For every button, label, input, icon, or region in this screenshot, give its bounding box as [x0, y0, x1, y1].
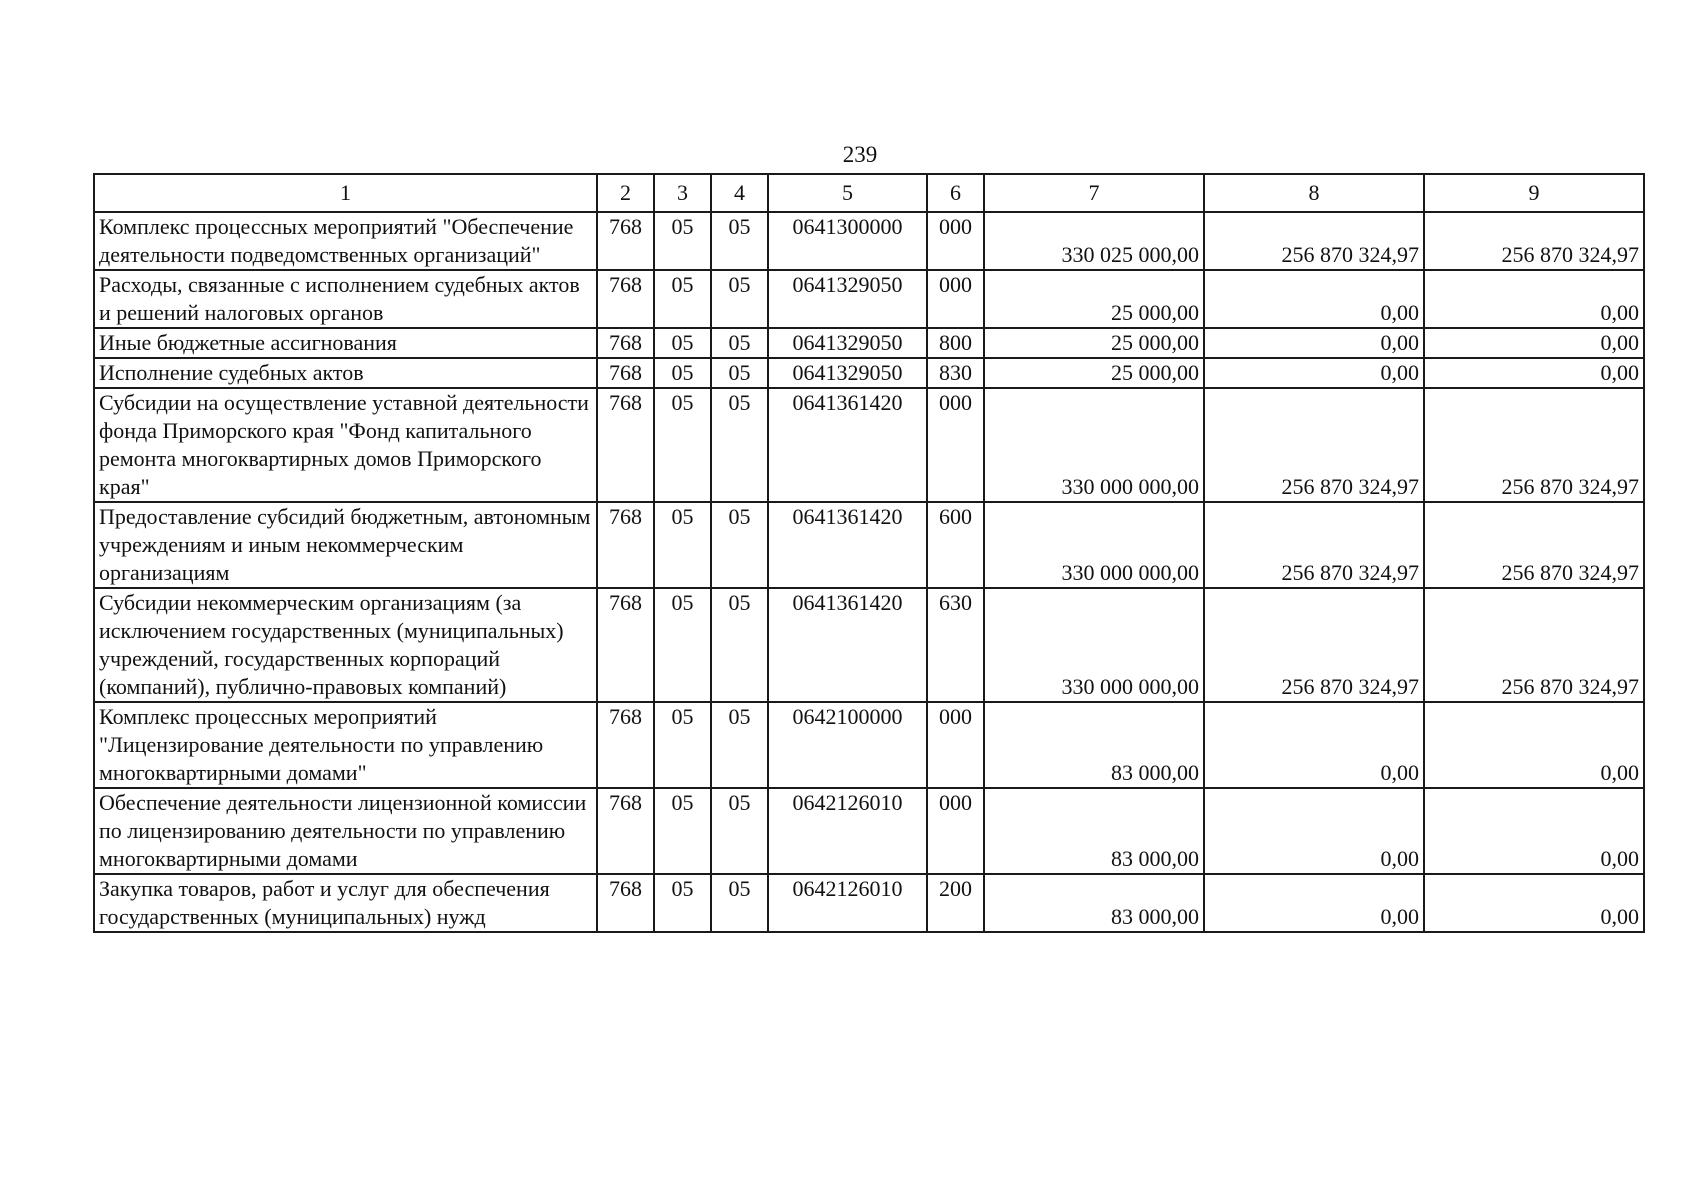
row-col-9: 0,00	[1424, 358, 1644, 388]
row-col-4: 05	[711, 874, 768, 932]
column-header-9: 9	[1424, 174, 1644, 212]
row-col-8: 256 870 324,97	[1204, 388, 1424, 502]
row-description: Расходы, связанные с исполнением судебных актов и решений налоговых органов	[94, 270, 597, 328]
table-row	[94, 702, 1644, 788]
row-description: Закупка товаров, работ и услуг для обеспечения государственных (муниципальных) нужд	[94, 874, 597, 932]
row-col-5: 0642100000	[768, 702, 927, 788]
row-col-4: 05	[711, 212, 768, 270]
row-col-3: 05	[654, 588, 711, 702]
row-col-4: 05	[711, 328, 768, 358]
row-description: Обеспечение деятельности лицензионной комиссии по лицензированию деятельности по управлению многоквартирными домами	[94, 788, 597, 874]
row-description: Субсидии некоммерческим организациям (за исключением государственных (муниципальных) учреждений, государственных корпораций (компаний), публично-правовых компаний)	[94, 588, 597, 702]
row-col-8: 0,00	[1204, 874, 1424, 932]
row-col-6: 000	[927, 212, 984, 270]
row-col-4: 05	[711, 502, 768, 588]
row-col-9: 256 870 324,97	[1424, 212, 1644, 270]
row-col-2: 768	[597, 788, 654, 874]
row-col-8: 0,00	[1204, 788, 1424, 874]
row-col-9: 256 870 324,97	[1424, 388, 1644, 502]
table-row	[94, 874, 1644, 932]
column-header-4: 4	[711, 174, 768, 212]
column-header-5: 5	[768, 174, 927, 212]
row-col-7: 25 000,00	[984, 328, 1204, 358]
row-col-9: 256 870 324,97	[1424, 502, 1644, 588]
column-header-3: 3	[654, 174, 711, 212]
row-description: Комплекс процессных мероприятий "Обеспечение деятельности подведомственных организаций"	[94, 212, 597, 270]
budget-table	[93, 173, 1645, 933]
row-col-2: 768	[597, 588, 654, 702]
row-col-6: 200	[927, 874, 984, 932]
row-col-5: 0641300000	[768, 212, 927, 270]
row-col-6: 800	[927, 328, 984, 358]
row-col-8: 0,00	[1204, 702, 1424, 788]
row-col-4: 05	[711, 588, 768, 702]
row-col-3: 05	[654, 270, 711, 328]
row-col-5: 0641361420	[768, 388, 927, 502]
table-row	[94, 388, 1644, 502]
row-col-9: 0,00	[1424, 328, 1644, 358]
row-description: Исполнение судебных актов	[94, 358, 597, 388]
row-col-2: 768	[597, 874, 654, 932]
table-row	[94, 788, 1644, 874]
column-header-2: 2	[597, 174, 654, 212]
row-col-8: 0,00	[1204, 270, 1424, 328]
row-col-3: 05	[654, 702, 711, 788]
table-row	[94, 212, 1644, 270]
row-col-5: 0642126010	[768, 874, 927, 932]
row-col-7: 330 000 000,00	[984, 388, 1204, 502]
row-col-5: 0641361420	[768, 502, 927, 588]
row-col-2: 768	[597, 502, 654, 588]
row-col-9: 256 870 324,97	[1424, 588, 1644, 702]
row-description: Комплекс процессных мероприятий "Лицензирование деятельности по управлению многоквартирными домами"	[94, 702, 597, 788]
row-col-6: 000	[927, 388, 984, 502]
row-col-7: 330 000 000,00	[984, 588, 1204, 702]
row-col-9: 0,00	[1424, 702, 1644, 788]
row-col-7: 330 000 000,00	[984, 502, 1204, 588]
row-col-3: 05	[654, 874, 711, 932]
row-col-2: 768	[597, 388, 654, 502]
row-col-9: 0,00	[1424, 788, 1644, 874]
row-col-6: 000	[927, 702, 984, 788]
row-col-3: 05	[654, 328, 711, 358]
header-row	[94, 174, 1644, 212]
row-col-3: 05	[654, 388, 711, 502]
row-col-5: 0642126010	[768, 788, 927, 874]
table-row	[94, 588, 1644, 702]
row-col-3: 05	[654, 788, 711, 874]
row-col-2: 768	[597, 328, 654, 358]
row-col-5: 0641361420	[768, 588, 927, 702]
row-col-7: 83 000,00	[984, 874, 1204, 932]
row-col-4: 05	[711, 702, 768, 788]
row-col-8: 256 870 324,97	[1204, 212, 1424, 270]
row-col-8: 0,00	[1204, 328, 1424, 358]
table-row	[94, 358, 1644, 388]
table-row	[94, 328, 1644, 358]
row-col-3: 05	[654, 358, 711, 388]
row-col-3: 05	[654, 212, 711, 270]
column-header-8: 8	[1204, 174, 1424, 212]
row-col-9: 0,00	[1424, 874, 1644, 932]
row-description: Субсидии на осуществление уставной деятельности фонда Приморского края "Фонд капитального ремонта многоквартирных домов Приморского края"	[94, 388, 597, 502]
row-col-4: 05	[711, 270, 768, 328]
row-col-8: 256 870 324,97	[1204, 588, 1424, 702]
column-header-6: 6	[927, 174, 984, 212]
row-col-8: 256 870 324,97	[1204, 502, 1424, 588]
row-col-7: 25 000,00	[984, 270, 1204, 328]
table-row	[94, 502, 1644, 588]
row-col-7: 83 000,00	[984, 788, 1204, 874]
row-col-4: 05	[711, 358, 768, 388]
row-description: Предоставление субсидий бюджетным, автономным учреждениям и иным некоммерческим организациям	[94, 502, 597, 588]
row-col-5: 0641329050	[768, 270, 927, 328]
row-col-6: 000	[927, 788, 984, 874]
row-col-4: 05	[711, 388, 768, 502]
row-col-2: 768	[597, 212, 654, 270]
row-col-4: 05	[711, 788, 768, 874]
row-col-5: 0641329050	[768, 358, 927, 388]
row-col-6: 600	[927, 502, 984, 588]
table-row	[94, 270, 1644, 328]
row-col-7: 330 025 000,00	[984, 212, 1204, 270]
row-col-7: 83 000,00	[984, 702, 1204, 788]
row-col-2: 768	[597, 358, 654, 388]
row-col-3: 05	[654, 502, 711, 588]
row-col-5: 0641329050	[768, 328, 927, 358]
page-number: 239	[842, 142, 878, 167]
row-col-7: 25 000,00	[984, 358, 1204, 388]
row-col-9: 0,00	[1424, 270, 1644, 328]
column-header-1: 1	[94, 174, 597, 212]
row-col-6: 630	[927, 588, 984, 702]
row-col-6: 000	[927, 270, 984, 328]
row-col-8: 0,00	[1204, 358, 1424, 388]
row-col-2: 768	[597, 702, 654, 788]
row-col-6: 830	[927, 358, 984, 388]
column-header-7: 7	[984, 174, 1204, 212]
row-col-2: 768	[597, 270, 654, 328]
row-description: Иные бюджетные ассигнования	[94, 328, 597, 358]
